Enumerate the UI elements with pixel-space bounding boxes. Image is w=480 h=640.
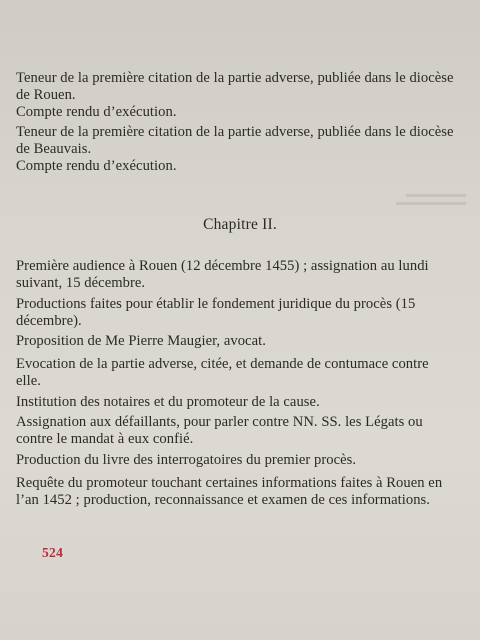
entry-citation-rouen: Teneur de la première citation de la partie adverse, publiée dans le diocèse de Rouen. — [16, 70, 454, 103]
entry-productions: Productions faites pour établir le fondement juridique du procès (15 décembre). — [16, 296, 416, 329]
entry-evocation: Evocation de la partie adverse, citée, et demande de contumace contre elle. — [16, 356, 429, 389]
entry-requete-promoteur: Requête du promoteur touchant certaines informations faites à Rouen en l’an 1452 ; production, reconnaissance et examen de ces informations. — [16, 475, 443, 508]
entry-execution-report-2: Compte rendu d’exécution. — [16, 158, 177, 174]
entry-livre-interrogatoires: Production du livre des interrogatoires du premier procès. — [16, 452, 357, 468]
entry-proposition-maugier: Proposition de Me Pierre Maugier, avocat. — [16, 333, 266, 349]
bleed-through-text — [388, 192, 466, 219]
bleed-through-shape — [388, 192, 466, 216]
entry-citation-beauvais: Teneur de la première citation de la partie adverse, publiée dans le diocèse de Beauvais. — [16, 124, 454, 157]
entry-institution-notaires: Institution des notaires et du promoteur de la cause. — [16, 394, 320, 410]
entry-first-hearing: Première audience à Rouen (12 décembre 1455) ; assignation au lundi suivant, 15 décembre. — [16, 258, 429, 291]
entry-assignation-defaillants: Assignation aux défaillants, pour parler contre NN. SS. les Légats ou contre le mandat à eux confié. — [16, 414, 423, 447]
entry-execution-report-1: Compte rendu d’exécution. — [16, 104, 177, 120]
page-number: 524 — [42, 545, 64, 560]
chapter-title: Chapitre II. — [203, 216, 277, 233]
